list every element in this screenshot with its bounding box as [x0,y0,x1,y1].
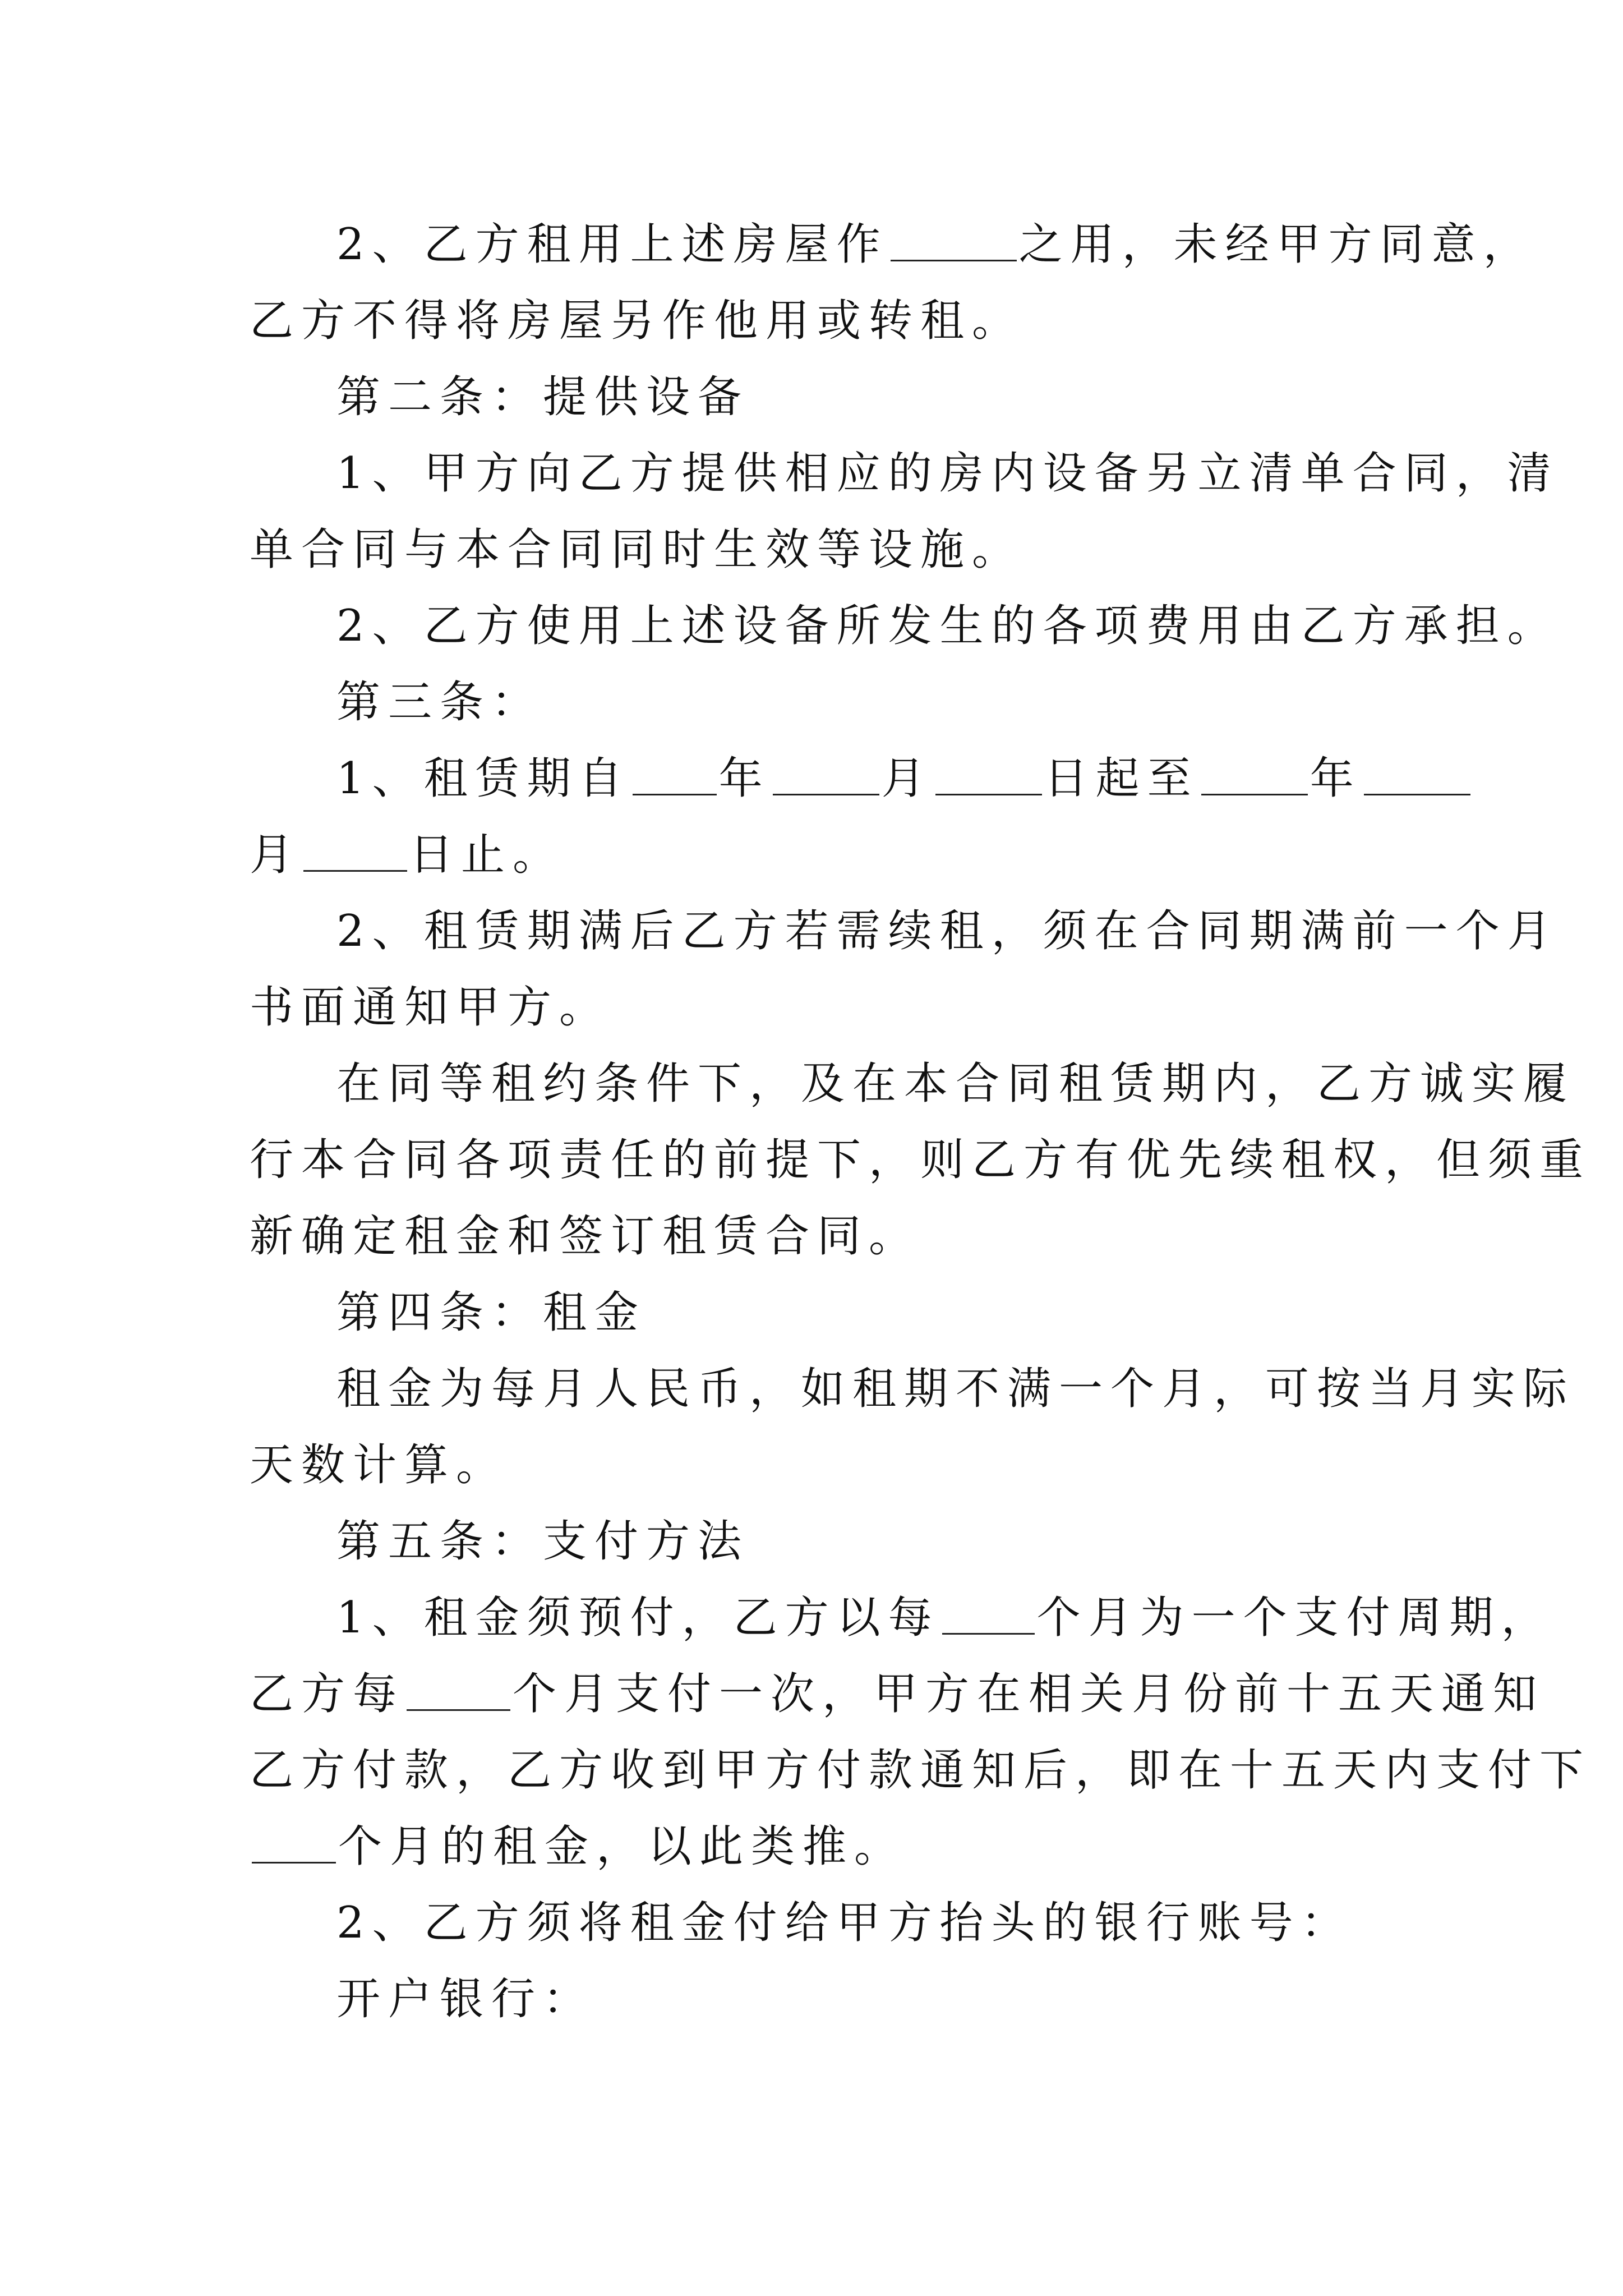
paragraph-line: 乙方付款，乙方收到甲方付款通知后，即在十五天内支付下 [250,1745,1592,1796]
paragraph-line: 在同等租约条件下，及在本合同租赁期内，乙方诚实履 [336,1059,1575,1109]
paragraph-line: 天数计算。 [250,1440,508,1490]
paragraph-line: 乙方不得将房屋另作他用或转租。 [250,296,1024,346]
fill-in-blank[interactable] [773,794,879,795]
paragraph-line: 新确定租金和签订租赁合同。 [250,1211,921,1262]
fill-in-blank[interactable] [1201,794,1308,795]
paragraph-line: 租金为每月人民币，如租期不满一个月，可按当月实际 [336,1364,1575,1414]
paragraph-line: 月 日止。 [250,830,565,880]
paragraph-line: 1、甲方向乙方提供相应的房内设备另立清单合同，清 [336,448,1559,499]
fill-in-blank[interactable] [407,1709,510,1711]
paragraph-line: 个月的租金，以此类推。 [250,1819,906,1875]
paragraph-line: 乙方每 个月支付一次，甲方在相关月份前十五天通知 [250,1669,1545,1719]
paragraph-line: 2、乙方须将租金付给甲方抬头的银行账号： [336,1898,1353,1948]
section-heading: 第三条： [336,677,543,728]
fill-in-blank[interactable] [1364,794,1470,795]
fill-in-blank[interactable] [935,794,1042,795]
fill-in-blank[interactable] [633,794,717,795]
paragraph-line: 单合同与本合同同时生效等设施。 [250,524,1024,575]
section-heading: 第五条：支付方法 [336,1516,750,1567]
paragraph-line: 2、租赁期满后乙方若需续租，须在合同期满前一个月 [336,906,1559,956]
section-heading: 第四条：租金 [336,1287,647,1338]
fill-in-blank[interactable] [942,1633,1035,1635]
paragraph-line: 2、乙方租用上述房屋作 之用，未经甲方同意， [336,219,1535,270]
paragraph-line: 书面通知甲方。 [250,982,611,1033]
fill-in-blank[interactable] [303,870,407,872]
fill-in-blank[interactable] [252,1862,336,1864]
paragraph-line: 2、乙方使用上述设备所发生的各项费用由乙方承担。 [336,601,1559,651]
section-heading: 第二条：提供设备 [336,372,750,422]
paragraph-line: 行本合同各项责任的前提下，则乙方有优先续租权，但须重 [250,1135,1592,1185]
paragraph-line: 1、租赁期自 年 月 日起至 年 [336,751,1473,807]
fill-in-blank[interactable] [891,260,1017,261]
paragraph-line: 开户银行： [336,1974,595,2024]
paragraph-line: 1、租金须预付，乙方以每 个月为一个支付周期， [336,1593,1553,1643]
